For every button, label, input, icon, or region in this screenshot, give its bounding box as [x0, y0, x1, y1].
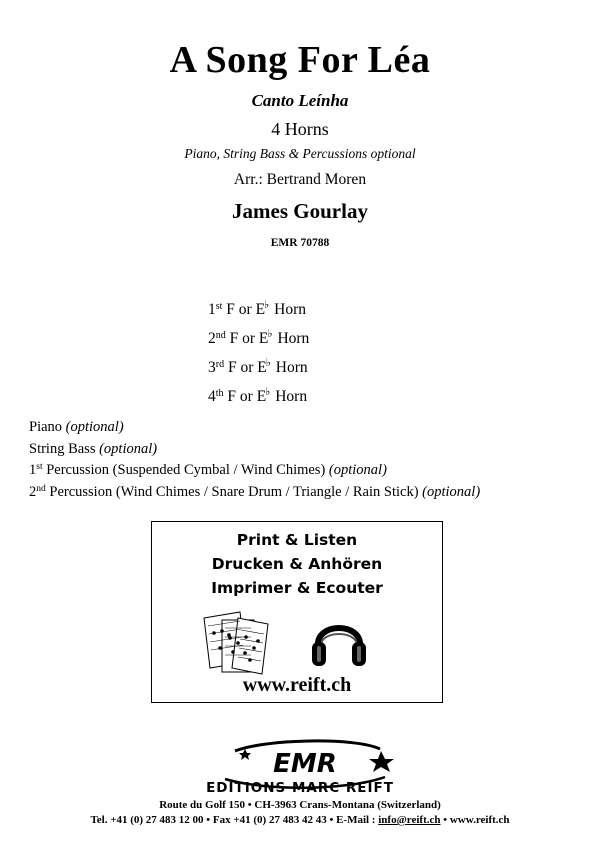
optional-parts-list — [29, 417, 480, 503]
headphones-icon — [308, 608, 370, 672]
optional-part-item — [29, 482, 480, 504]
optional-note: (optional) — [99, 440, 158, 457]
flat-sign: ♭ — [265, 357, 271, 369]
publisher-address: Route du Golf 150 • CH-3963 Crans-Montana (Switzerland) — [159, 799, 441, 811]
part-item — [208, 322, 309, 351]
optional-note: (optional) — [422, 483, 481, 500]
contact-phone-fax: Tel. +41 (0) 27 483 12 00 • Fax +41 (0) 27 483 42 43 • E-Mail : — [90, 814, 379, 826]
optional-note: (optional) — [65, 419, 124, 435]
website-link[interactable]: www.reift.ch — [242, 674, 352, 696]
part-ordinal-suffix: st — [36, 462, 43, 472]
part-key: F or E — [222, 301, 266, 318]
publisher-contact — [0, 814, 600, 826]
part-instrument: Horn — [273, 330, 310, 347]
contact-website: • www.reift.ch — [440, 814, 510, 826]
optional-note: (optional) — [328, 462, 387, 478]
part-item — [208, 293, 309, 322]
part-instrument: Horn — [270, 301, 306, 318]
part-item — [208, 380, 309, 409]
email-link[interactable]: info@reift.ch — [378, 814, 441, 826]
sheet-music-icon — [200, 610, 276, 676]
flat-sign: ♭ — [264, 299, 270, 311]
publisher-name: EDITIONS MARC REIFT — [206, 780, 394, 796]
part-ordinal: 4 — [208, 388, 216, 405]
optional-part-item — [29, 439, 480, 461]
part-ordinal-suffix: nd — [36, 483, 46, 494]
instrumentation: 4 Horns — [271, 119, 329, 139]
promo-line-german: Drucken & Anhören — [211, 555, 383, 573]
optional-part-item — [29, 417, 480, 439]
optional-part-name: Piano — [29, 419, 66, 435]
part-ordinal-suffix: th — [215, 388, 224, 399]
flat-sign: ♭ — [267, 328, 273, 340]
catalog-number: EMR 70788 — [270, 237, 330, 249]
part-ordinal: 1 — [208, 301, 216, 318]
arranger: Arr.: Bertrand Moren — [233, 171, 367, 188]
optional-part-name: String Bass — [29, 440, 100, 457]
part-ordinal: 1 — [29, 462, 37, 478]
flat-sign: ♭ — [265, 386, 271, 398]
part-instrument: Horn — [271, 359, 308, 376]
part-ordinal-suffix: rd — [215, 359, 225, 370]
promo-line-french: Imprimer & Ecouter — [211, 579, 383, 597]
print-listen-box — [151, 521, 443, 703]
composer: James Gourlay — [232, 199, 368, 223]
svg-text:EMR: EMR — [273, 749, 337, 779]
part-ordinal-suffix: nd — [215, 330, 226, 341]
promo-line-english: Print & Listen — [236, 531, 358, 549]
part-ordinal: 2 — [208, 330, 216, 347]
optional-part-name: Percussion (Wind Chimes / Snare Drum / Triangle / Rain Stick) — [45, 483, 423, 500]
optional-part-item — [29, 460, 480, 482]
part-ordinal: 2 — [29, 483, 37, 500]
score-title: A Song For Léa — [169, 39, 431, 81]
part-ordinal-suffix: st — [215, 301, 223, 312]
score-subtitle: Canto Leínha — [251, 91, 349, 110]
optional-part-name: Percussion (Suspended Cymbal / Wind Chimes) — [42, 462, 329, 478]
parts-list — [208, 293, 309, 409]
optional-instruments-note: Piano, String Bass & Percussions optional — [184, 146, 416, 161]
part-key: F or E — [223, 388, 267, 405]
part-ordinal: 3 — [208, 359, 216, 376]
part-item — [208, 351, 309, 380]
part-key: F or E — [225, 330, 269, 347]
part-key: F or E — [224, 359, 267, 376]
part-instrument: Horn — [271, 388, 308, 405]
